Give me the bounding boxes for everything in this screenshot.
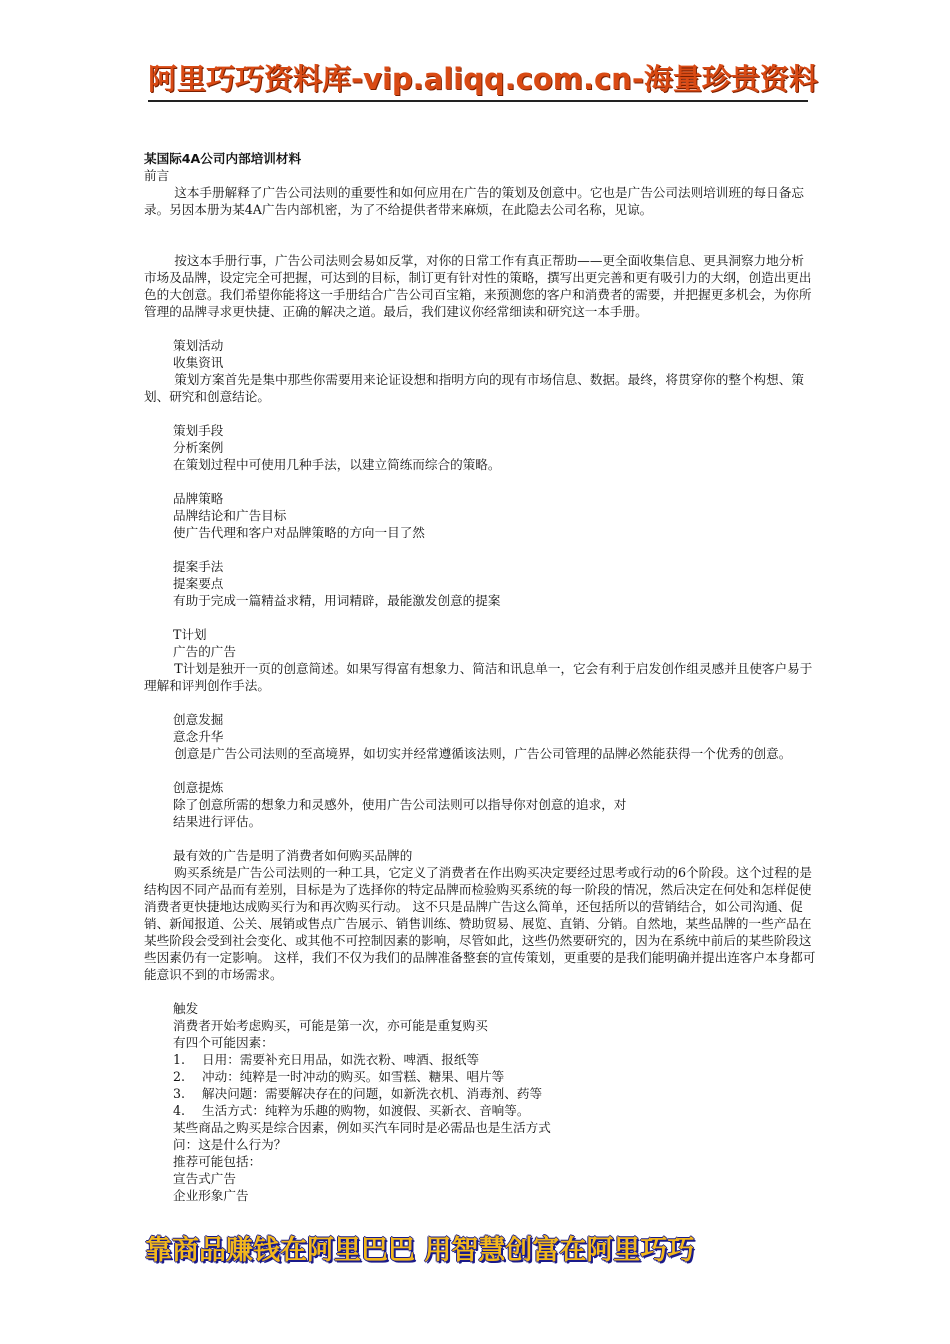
section-heading: 触发 bbox=[173, 1001, 199, 1016]
section-subheading: 收集资讯 bbox=[173, 355, 224, 370]
section-body: 使广告代理和客户对品牌策略的方向一目了然 bbox=[173, 525, 425, 540]
section-subheading: 提案要点 bbox=[173, 576, 224, 591]
spacer bbox=[144, 762, 816, 779]
section-body-line: 问：这是什么行为？ bbox=[173, 1137, 287, 1152]
section-body: 有助于完成一篇精益求精，用词精辟，最能激发创意的提案 bbox=[173, 593, 501, 608]
section-body-line: 除了创意所需的想象力和灵感外，使用广告公司法则可以指导你对创意的追求，对 bbox=[173, 797, 627, 812]
list-item bbox=[144, 1051, 816, 1068]
spacer bbox=[144, 405, 816, 422]
list-item-number: 2. bbox=[173, 1069, 186, 1084]
list-item-text: 日用：需要补充日用品，如洗衣粉、啤酒、报纸等 bbox=[202, 1052, 480, 1067]
section-body-line: 有四个可能因素： bbox=[173, 1035, 274, 1050]
section-heading: 创意提炼 bbox=[173, 780, 224, 795]
section-body: T计划是独开一页的创意简述。如果写得富有想象力、简洁和讯息单一，它会有利于启发创作组灵感并且使客户易于理解和评判创作手法。 bbox=[144, 661, 813, 693]
section-heading: T计划 bbox=[173, 627, 207, 642]
section-body: 创意是广告公司法则的至高境界，如切实并经常遵循该法则，广告公司管理的品牌必然能获得一个优秀的创意。 bbox=[174, 746, 792, 761]
list-item-number: 3. bbox=[173, 1086, 186, 1101]
section-subheading: 广告的广告 bbox=[173, 644, 236, 659]
section-body-line: 结果进行评估。 bbox=[173, 814, 262, 829]
section-body-line: 企业形象广告 bbox=[173, 1188, 249, 1203]
section-heading: 提案手法 bbox=[173, 559, 224, 574]
list-item-text: 解决问题：需要解决存在的问题，如新洗衣机、消毒剂、药等 bbox=[202, 1086, 543, 1101]
list-item bbox=[144, 1068, 816, 1085]
list-item bbox=[144, 1085, 816, 1102]
list-item-text: 生活方式：纯粹为乐趣的购物，如渡假、买新衣、音响等。 bbox=[202, 1103, 530, 1118]
section-heading: 创意发掘 bbox=[173, 712, 224, 727]
section-heading: 品牌策略 bbox=[173, 491, 224, 506]
spacer bbox=[144, 218, 816, 252]
header-banner bbox=[148, 60, 818, 102]
spacer bbox=[144, 473, 816, 490]
intro-paragraph-2: 按这本手册行事，广告公司法则会易如反掌，对你的日常工作有真正帮助——更全面收集信息、更具洞察力地分析市场及品牌，设定完全可把握，可达到的目标，制订更有针对性的策略，撰写出更完善和更有吸引力的大纲，创造出更出色的大创意。我们希望你能将这一手册结合广告公司百宝箱，来预测您的客户和消费者的需要，并把握更多机会，为你所管理的品牌寻求更快捷、正确的解决之道。最后，我们建议你经常细读和研究这一本手册。 bbox=[144, 253, 812, 319]
preface-heading: 前言 bbox=[144, 168, 170, 183]
document-title: 某国际4A公司内部培训材料 bbox=[144, 151, 302, 166]
footer-banner-text: 靠商品赚钱在阿里巴巴 用智慧创富在阿里巧巧 bbox=[145, 1235, 695, 1266]
spacer bbox=[144, 541, 816, 558]
spacer bbox=[144, 320, 816, 337]
section-body-line: 消费者开始考虑购买，可能是第一次，亦可能是重复购买 bbox=[173, 1018, 488, 1033]
spacer bbox=[144, 983, 816, 1000]
section-heading: 最有效的广告是明了消费者如何购买品牌的 bbox=[173, 848, 413, 863]
footer-banner bbox=[145, 1234, 795, 1268]
section-subheading: 分析案例 bbox=[173, 440, 224, 455]
document-body bbox=[144, 150, 816, 1204]
list-item-number: 4. bbox=[173, 1103, 186, 1118]
section-subheading: 意念升华 bbox=[173, 729, 224, 744]
header-banner-text: 阿里巧巧资料库-vip.aliqq.com.cn-海量珍贵资料 bbox=[148, 62, 818, 96]
list-item-text: 冲动：纯粹是一时冲动的购买。如雪糕、糖果、唱片等 bbox=[202, 1069, 505, 1084]
section-body-line: 宣告式广告 bbox=[173, 1171, 236, 1186]
section-subheading: 品牌结论和广告目标 bbox=[173, 508, 287, 523]
list-item-number: 1. bbox=[173, 1052, 186, 1067]
section-body-line: 推荐可能包括： bbox=[173, 1154, 262, 1169]
spacer bbox=[144, 694, 816, 711]
section-heading: 策划活动 bbox=[173, 338, 224, 353]
section-body: 购买系统是广告公司法则的一种工具，它定义了消费者在作出购买决定要经过思考或行动的6个阶段。这个过程的是结构因不同产品而有差别，目标是为了选择你的特定品牌而检验购买系统的每一阶段的情况，然后决定在何处和怎样促使消费者更快捷地达成购买行为和再次购买行动。 这不只是品牌广告这么简单，还包括所以的营销结合，如公司沟通、促销、新闻报道、公关、展销或售点广告展示、销售训练、赞助贸易、展览、直销、分销。自然地，某些品牌的一些产品在某些阶段会受到社会变化、或其他不可控制因素的影响，尽管如此，这些仍然要研究的，因为在系统中前后的某些阶段这些因素仍有一定影响。 这样，我们不仅为我们的品牌准备整套的宣传策划，更重要的是我们能明确并提出连客户本身都可能意识不到的市场需求。 bbox=[144, 865, 816, 982]
list-item bbox=[144, 1102, 816, 1119]
spacer bbox=[144, 830, 816, 847]
intro-paragraph-1: 这本手册解释了广告公司法则的重要性和如何应用在广告的策划及创意中。它也是广告公司法则培训班的每日备忘录。另因本册为某4A广告内部机密，为了不给提供者带来麻烦，在此隐去公司名称，见谅。 bbox=[144, 185, 804, 217]
section-heading: 策划手段 bbox=[173, 423, 224, 438]
section-body: 在策划过程中可使用几种手法，以建立简练而综合的策略。 bbox=[173, 457, 501, 472]
section-body: 策划方案首先是集中那些你需要用来论证设想和指明方向的现有市场信息、数据。最终，将贯穿你的整个构想、策划、研究和创意结论。 bbox=[144, 372, 804, 404]
spacer bbox=[144, 609, 816, 626]
section-body-line: 某些商品之购买是综合因素，例如买汽车同时是必需品也是生活方式 bbox=[173, 1120, 551, 1135]
